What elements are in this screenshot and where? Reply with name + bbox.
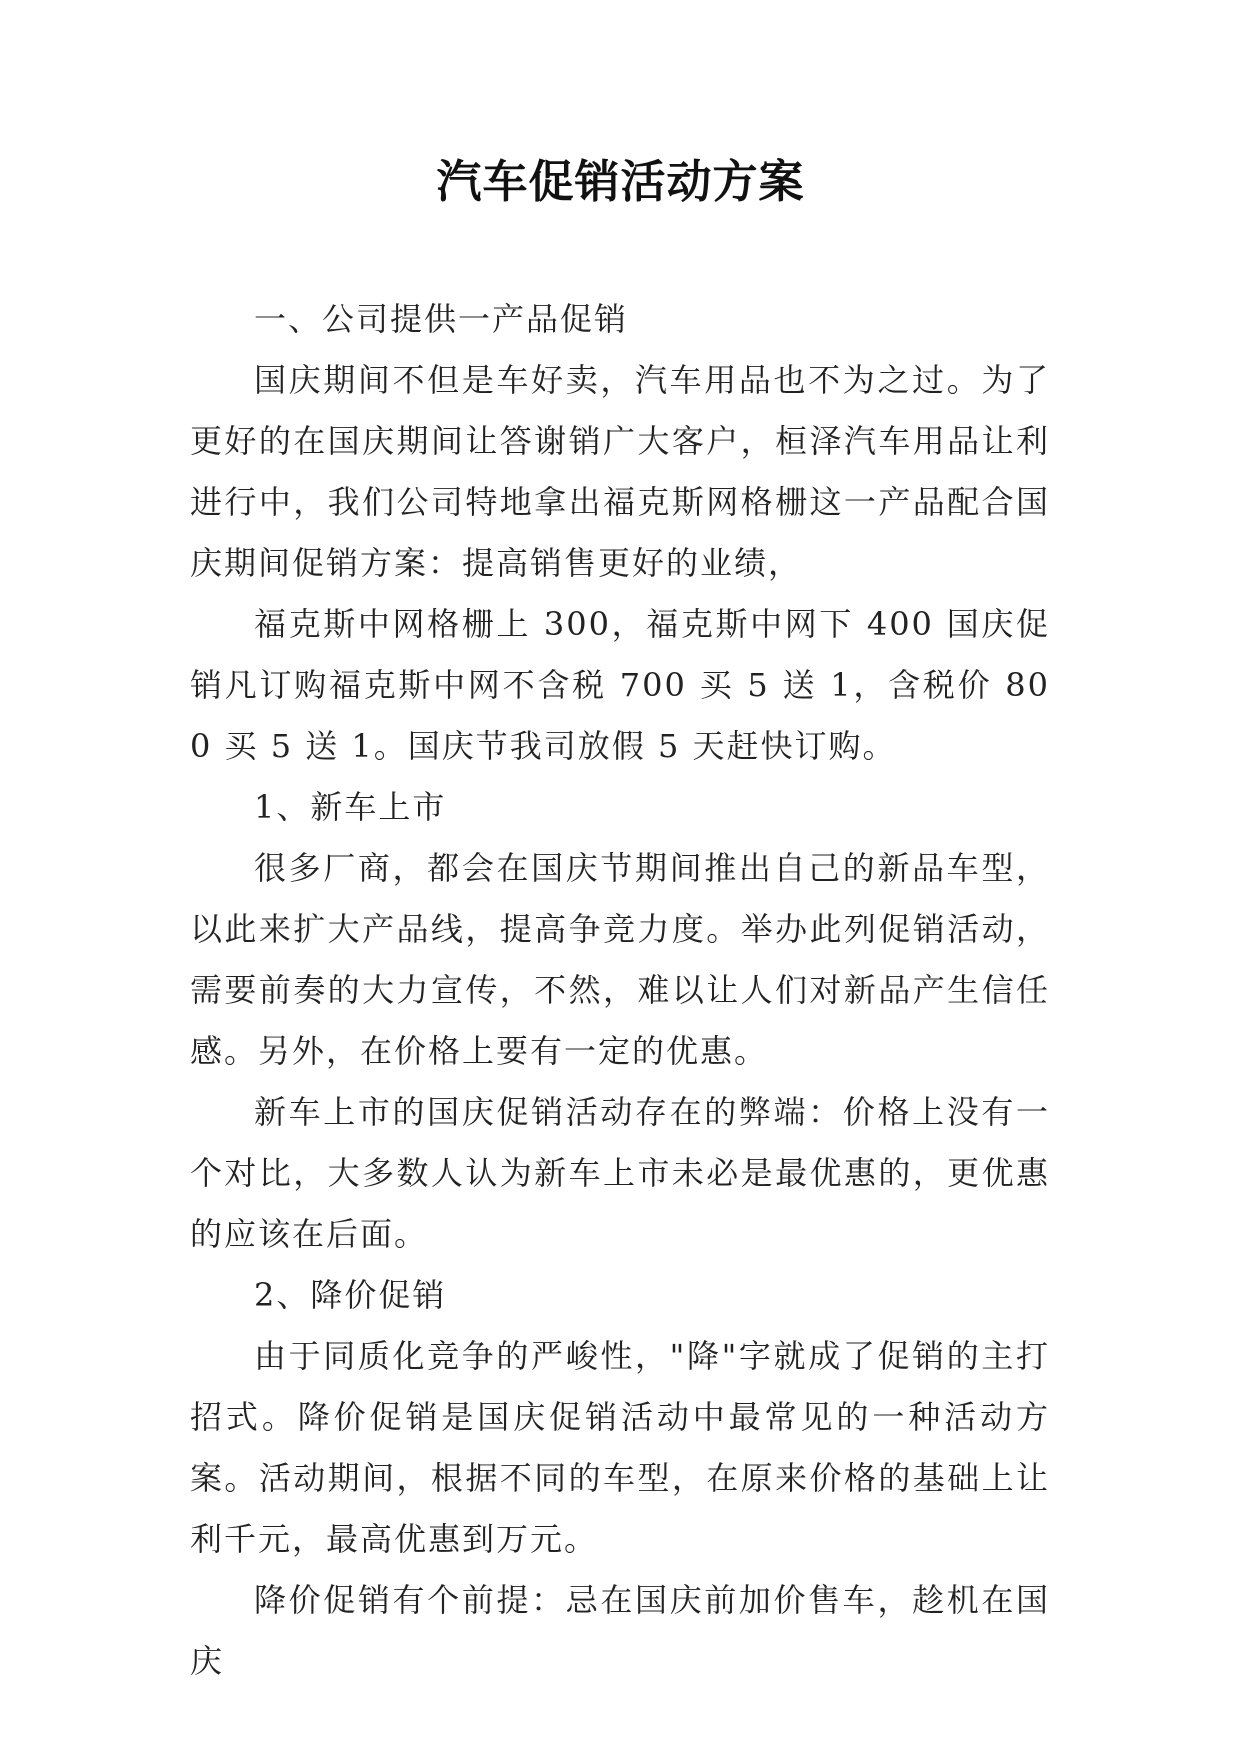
- paragraph-price-cut-details: 由于同质化竞争的严峻性，"降"字就成了促销的主打招式。降价促销是国庆促销活动中最常见的一种活动方案。活动期间，根据不同的车型，在原来价格的基础上让利千元，最高优惠到万元。: [190, 1337, 1050, 1558]
- paragraph-new-car-drawbacks: 新车上市的国庆促销活动存在的弊端：价格上没有一个对比，大多数人认为新车上市未必是最优惠的，更优惠的应该在后面。: [190, 1093, 1050, 1253]
- section-heading-product-promotion: 一、公司提供一产品促销: [254, 300, 629, 338]
- document-body: [190, 289, 1050, 1692]
- paragraph-new-models: 很多厂商，都会在国庆节期间推出自己的新品车型，以此来扩大产品线，提高争竞力度。举办此列促销活动，需要前奏的大力宣传，不然，难以让人们对新品产生信任感。另外，在价格上要有一定的优惠。: [190, 849, 1050, 1070]
- paragraph-price-cut-premise: 降价促销有个前提：忌在国庆前加价售车，趁机在国庆: [190, 1581, 1050, 1680]
- section-heading-price-cut: 2、降价促销: [254, 1276, 447, 1314]
- paragraph-national-day-sales: 国庆期间不但是车好卖，汽车用品也不为之过。为了更好的在国庆期间让答谢销广大客户，桓泽汽车用品让利进行中，我们公司特地拿出福克斯网格栅这一产品配合国庆期间促销方案：提高销售更好的业绩，: [190, 361, 1050, 582]
- paragraph-grille-pricing: 福克斯中网格栅上 300，福克斯中网下 400 国庆促销凡订购福克斯中网不含税 700 买 5 送 1，含税价 800 买 5 送 1。国庆节我司放假 5 天赶快订购。: [190, 605, 1050, 765]
- section-heading-new-car-launch: 1、新车上市: [254, 788, 447, 826]
- document-title: 汽车促销活动方案: [436, 155, 805, 208]
